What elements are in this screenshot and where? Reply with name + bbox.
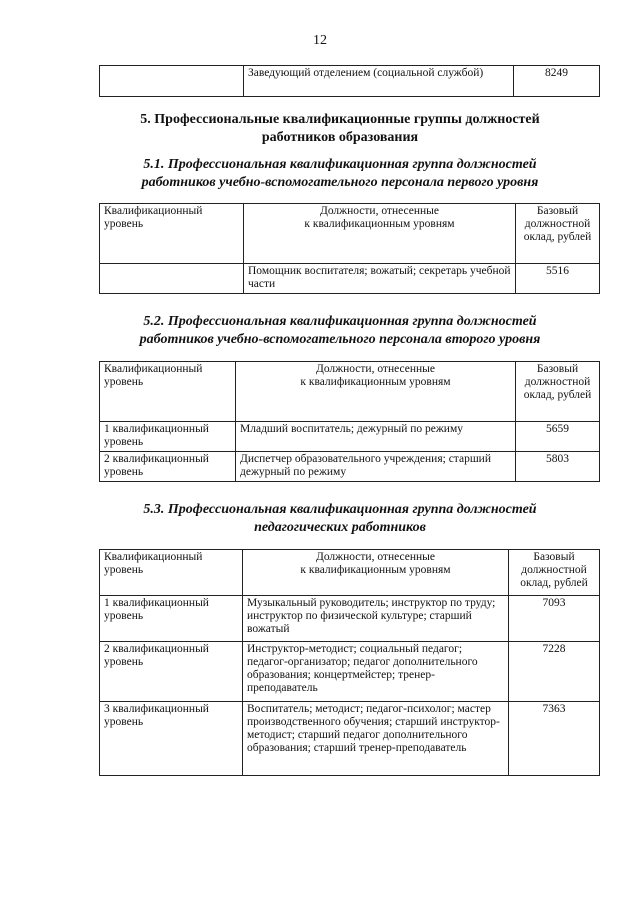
salary-cell: 5516 (516, 264, 600, 294)
position-cell: Воспитатель; методист; педагог-психолог; мастер производственного обучения; старший инструктор-методист; старший педагог дополнительного образования; старший тренер-преподаватель (243, 702, 509, 776)
position-cell: Заведующий отделением (социальной службой) (244, 66, 514, 97)
group-5-1-title-line1: 5.1. Профессиональная квалификационная группа должностей (143, 157, 537, 172)
group-5-3-title-line2: педагогических работников (254, 520, 426, 535)
section-5-title-line1: 5. Профессиональные квалификационные группы должностей (140, 112, 540, 127)
header-level: Квалификационный уровень (100, 550, 243, 596)
table-5-1 (99, 203, 600, 294)
header-positions-line1: Должности, отнесенные (319, 205, 439, 217)
header-positions (236, 362, 516, 422)
table-5-3 (99, 549, 600, 776)
level-cell: 3 квалификационный уровень (100, 702, 243, 776)
table-row (100, 702, 600, 776)
level-cell: 1 квалификационный уровень (100, 596, 243, 642)
page-number: 12 (313, 33, 327, 48)
position-cell: Инструктор-методист; социальный педагог; педагог-организатор; педагог дополнительного образования; концертмейстер; тренер-преподаватель (243, 642, 509, 702)
level-cell: 1 квалификационный уровень (100, 422, 236, 452)
salary-cell: 5659 (516, 422, 600, 452)
group-5-3-title-line1: 5.3. Профессиональная квалификационная группа должностей (143, 502, 537, 517)
header-salary: Базовый должностной оклад, рублей (509, 550, 600, 596)
position-cell: Музыкальный руководитель; инструктор по труду; инструктор по физической культуре; старший вожатый (243, 596, 509, 642)
table-row (100, 452, 600, 482)
position-cell: Помощник воспитателя; вожатый; секретарь учебной части (244, 264, 516, 294)
table-5-2 (99, 361, 600, 482)
salary-cell: 7228 (509, 642, 600, 702)
table-row (100, 642, 600, 702)
table-header-row (100, 362, 600, 422)
header-level: Квалификационный уровень (100, 204, 244, 264)
salary-cell: 8249 (514, 66, 600, 97)
header-positions-line2: к квалификационным уровням (300, 376, 451, 388)
section-5-title-line2: работников образования (261, 130, 419, 145)
header-positions-line1: Должности, отнесенные (315, 551, 435, 563)
table-header-row (100, 204, 600, 264)
top-table (99, 65, 600, 97)
group-5-2-title-line2: работников учебно-вспомогательного персонала второго уровня (139, 332, 541, 347)
salary-cell: 5803 (516, 452, 600, 482)
header-level: Квалификационный уровень (100, 362, 236, 422)
header-salary: Базовый должностной оклад, рублей (516, 204, 600, 264)
table-row (100, 66, 600, 97)
table-row (100, 264, 600, 294)
table-row (100, 422, 600, 452)
header-positions (244, 204, 516, 264)
salary-cell: 7363 (509, 702, 600, 776)
table-header-row (100, 550, 600, 596)
header-salary: Базовый должностной оклад, рублей (516, 362, 600, 422)
header-positions (243, 550, 509, 596)
header-positions-line2: к квалификационным уровням (300, 564, 451, 576)
level-cell: 2 квалификационный уровень (100, 642, 243, 702)
position-cell: Младший воспитатель; дежурный по режиму (236, 422, 516, 452)
level-cell: 2 квалификационный уровень (100, 452, 236, 482)
table-row (100, 596, 600, 642)
header-positions-line1: Должности, отнесенные (315, 363, 435, 375)
group-5-2-title-line1: 5.2. Профессиональная квалификационная группа должностей (143, 314, 537, 329)
group-5-1-title-line2: работников учебно-вспомогательного персонала первого уровня (141, 175, 539, 190)
level-cell (100, 66, 244, 97)
header-positions-line2: к квалификационным уровням (304, 218, 455, 230)
level-cell (100, 264, 244, 294)
salary-cell: 7093 (509, 596, 600, 642)
position-cell: Диспетчер образовательного учреждения; старший дежурный по режиму (236, 452, 516, 482)
